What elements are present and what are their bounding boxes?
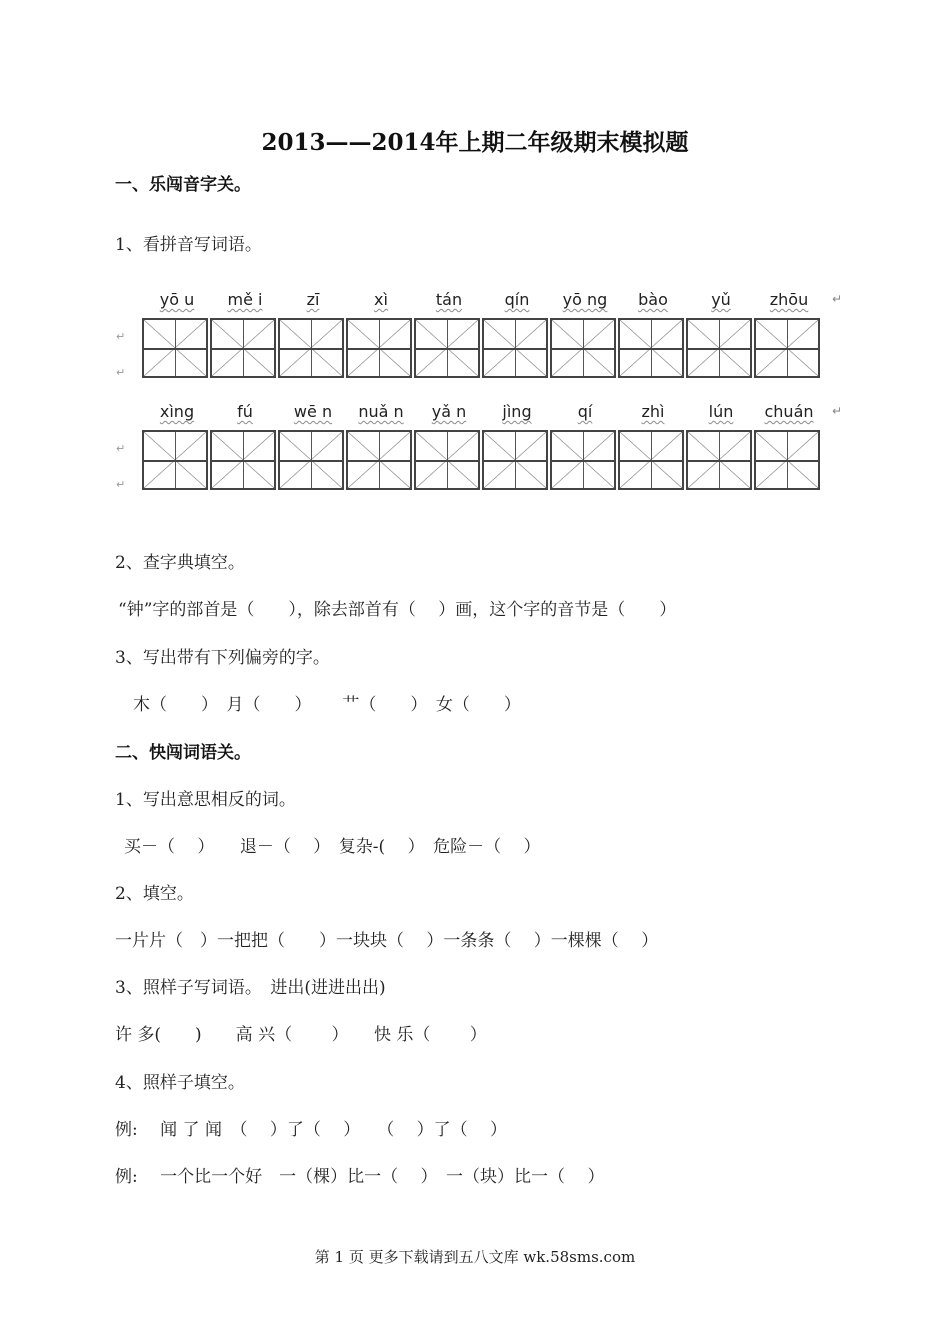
question-1-1: 1、看拼音写词语。 [115, 235, 262, 255]
pinyin-label: qí [577, 402, 593, 421]
return-mark-icon: ↵ [116, 442, 126, 455]
tianzi-writing-box[interactable] [618, 430, 684, 490]
return-mark-icon: ↵ [116, 330, 126, 343]
pinyin-label: tán [435, 290, 463, 309]
pinyin-row-2 [142, 402, 838, 428]
section-1-heading: 一、乐闯音字关。 [115, 175, 251, 195]
tianzi-writing-box[interactable] [210, 430, 276, 490]
tianzi-writing-box[interactable] [210, 318, 276, 378]
return-mark-icon: ↵ [116, 366, 126, 379]
tianzi-writing-box[interactable] [278, 430, 344, 490]
question-1-3: 3、写出带有下列偏旁的字。 [115, 648, 330, 668]
tianzi-writing-box[interactable] [686, 430, 752, 490]
question-1-2-blank-line: “钟”字的部首是（ ），除去部首有（ ）画，这个字的音节是（ ） [118, 600, 677, 620]
pinyin-label: mě i [227, 290, 263, 309]
tianzi-writing-box[interactable] [754, 318, 820, 378]
tianzi-writing-box[interactable] [414, 318, 480, 378]
question-1-3-blank-line: 木（ ） 月（ ） 艹（ ） 女（ ） [133, 695, 521, 715]
question-2-1: 1、写出意思相反的词。 [115, 790, 296, 810]
return-mark-icon: ↵ [116, 478, 126, 491]
pinyin-label: qín [504, 290, 530, 309]
page-title: 2013——2014年上期二年级期末模拟题 [261, 129, 689, 156]
tianzi-writing-box[interactable] [142, 318, 208, 378]
tianzi-writing-box[interactable] [278, 318, 344, 378]
return-mark-icon: ↵ [832, 404, 843, 418]
pinyin-grid-row-2 [142, 402, 838, 494]
pinyin-label: zhì [641, 402, 665, 421]
question-2-4-example-2: 例: 一个比一个好 一（棵）比一（ ） 一（块）比一（ ） [115, 1167, 605, 1187]
tianzi-writing-box[interactable] [618, 318, 684, 378]
pinyin-label: zhōu [769, 290, 809, 309]
question-2-3-blank-line: 许 多( ) 高 兴（ ） 快 乐（ ） [115, 1025, 487, 1045]
pinyin-label: jìng [502, 402, 532, 421]
tianzi-writing-box[interactable] [414, 430, 480, 490]
page-footer: 第 1 页 更多下载请到五八文库 wk.58sms.com [314, 1248, 636, 1266]
pinyin-label: bào [638, 290, 668, 309]
tianzi-writing-box[interactable] [482, 318, 548, 378]
tianzi-writing-box[interactable] [686, 318, 752, 378]
tianzi-writing-box[interactable] [550, 430, 616, 490]
pinyin-label: xì [374, 290, 388, 309]
pinyin-label: yō u [159, 290, 195, 309]
pinyin-label: chuán [764, 402, 814, 421]
writing-boxes-row-2 [142, 430, 822, 490]
pinyin-grid-row-1 [142, 290, 838, 382]
question-2-4: 4、照样子填空。 [115, 1073, 245, 1093]
pinyin-label: wē n [293, 402, 333, 421]
pinyin-row-1 [142, 290, 838, 316]
pinyin-label: nuǎ n [358, 402, 404, 421]
tianzi-writing-box[interactable] [346, 318, 412, 378]
question-2-3: 3、照样子写词语。 进出(进进出出) [115, 978, 386, 998]
section-2-heading: 二、快闯词语关。 [115, 743, 251, 763]
pinyin-label: fú [237, 402, 253, 421]
tianzi-writing-box[interactable] [142, 430, 208, 490]
pinyin-label: yō ng [562, 290, 608, 309]
pinyin-label: lún [708, 402, 734, 421]
question-2-4-example-1: 例: 闻 了 闻 （ ）了（ ） （ ）了（ ） [115, 1120, 508, 1140]
tianzi-writing-box[interactable] [482, 430, 548, 490]
tianzi-writing-box[interactable] [754, 430, 820, 490]
pinyin-label: yǔ [711, 290, 731, 309]
pinyin-label: xìng [159, 402, 195, 421]
question-2-1-blank-line: 买－（ ） 退－（ ） 复杂-( ） 危险－（ ） [124, 837, 541, 857]
tianzi-writing-box[interactable] [346, 430, 412, 490]
tianzi-writing-box[interactable] [550, 318, 616, 378]
writing-boxes-row-1 [142, 318, 822, 378]
question-1-2: 2、查字典填空。 [115, 553, 245, 573]
pinyin-label: yǎ n [431, 402, 467, 421]
question-2-2-blank-line: 一片片（ ）一把把（ ）一块块（ ）一条条（ ）一棵棵（ ） [115, 931, 659, 951]
pinyin-label: zī [306, 290, 320, 309]
return-mark-icon: ↵ [832, 292, 843, 306]
question-2-2: 2、填空。 [115, 884, 194, 904]
